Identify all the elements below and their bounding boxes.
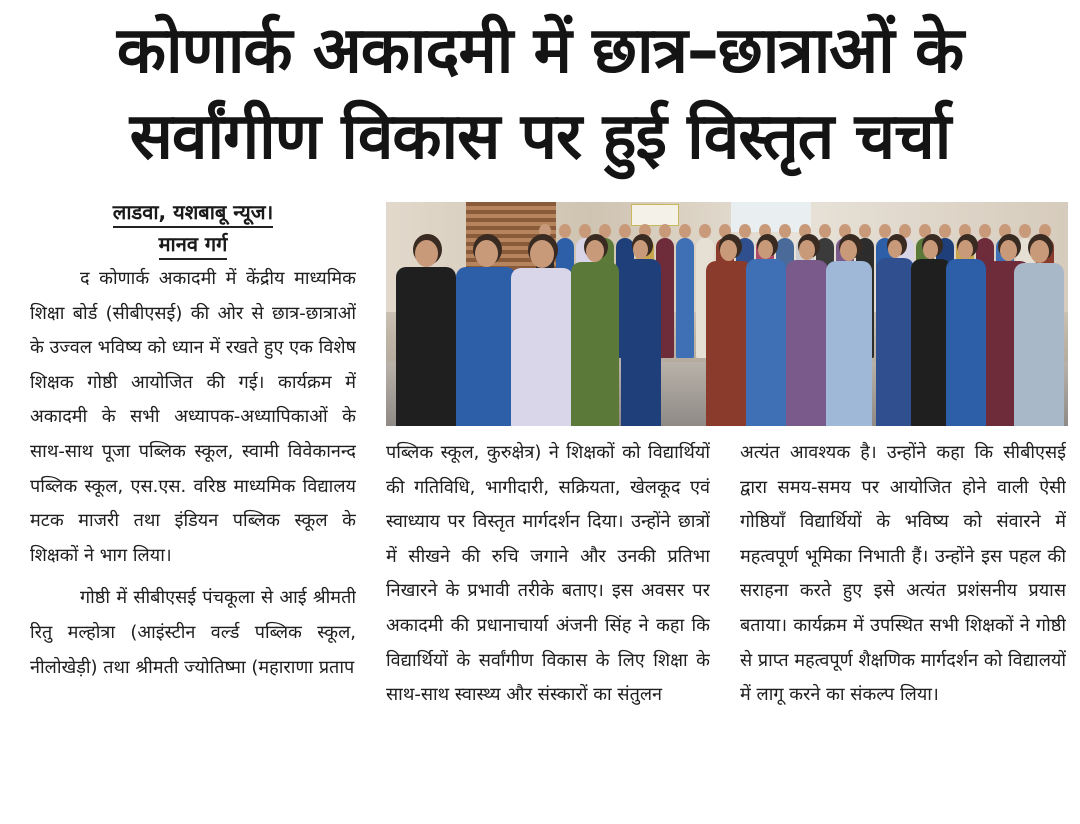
- article-column-3: [740, 436, 1066, 824]
- paragraph: द कोणार्क अकादमी में केंद्रीय माध्यमिक शिक्षा बोर्ड (सीबीएसई) की ओर से छात्र-छात्राओं के उज्वल भविष्य को ध्यान में रखते हुए एक विशेष शिक्षक गोष्ठी आयोजित की गई। कार्यक्रम में अकादमी के सभी अध्यापक-अध्यापिकाओं के साथ-साथ पूजा पब्लिक स्कूल, स्वामी विवेकानन्द पब्लिक स्कूल, एस.एस. वरिष्ठ माध्यमिक विद्यालय मटक माजरी तथा इंडियन पब्लिक स्कूल के शिक्षकों ने भाग लिया।: [30, 268, 356, 566]
- dateline: लाडवा, यशबाबू न्यूज।: [113, 198, 273, 228]
- paragraph: पब्लिक स्कूल, कुरुक्षेत्र) ने शिक्षकों को विद्यार्थियों की गतिविधि, भागीदारी, सक्रियता, खेलकूद एवं स्वाध्याय पर विस्तृत मार्गदर्शन दिया। उन्होंने छात्रों में सीखने की रुचि जगाने और उनकी प्रतिभा निखारने के प्रभावी तरीके बताए। इस अवसर पर अकादमी की प्रधानाचार्या अंजनी सिंह ने कहा कि विद्यार्थियों के सर्वांगीण विकास के लिए शिक्षा के साथ-साथ स्वास्थ्य और संस्कारों का संतुलन: [386, 442, 710, 706]
- paragraph: गोष्ठी में सीबीएसई पंचकूला से आई श्रीमती रितु मल्होत्रा (आइंस्टीन वर्ल्ड पब्लिक स्कूल, नीलोखेड़ी) तथा श्रीमती ज्योतिष्मा (महाराणा प्रताप: [30, 587, 356, 678]
- headline: [18, 8, 1062, 180]
- article-column-2: [386, 436, 710, 824]
- headline-line-2: सर्वांगीण विकास पर हुई विस्तृत चर्चा: [129, 100, 951, 174]
- article-column-1: [30, 262, 356, 824]
- photo-banner: [631, 204, 679, 226]
- byline: [28, 196, 358, 260]
- author-name: मानव गर्ग: [159, 230, 228, 260]
- paragraph: अत्यंत आवश्यक है। उन्होंने कहा कि सीबीएसई द्वारा समय-समय पर आयोजित होने वाली ऐसी गोष्ठियाँ विद्यार्थियों के भविष्य को संवारने में महत्वपूर्ण भूमिका निभाती हैं। उन्होंने इस पहल की सराहना करते हुए इसे अत्यंत प्रशंसनीय प्रयास बताया। कार्यक्रम में उपस्थित सभी शिक्षकों ने गोष्ठी से प्राप्त महत्वपूर्ण शैक्षणिक मार्गदर्शन को विद्यालयों में लागू करने का संकल्प लिया।: [740, 442, 1066, 706]
- group-photo: [386, 202, 1068, 426]
- headline-line-1: कोणार्क अकादमी में छात्र–छात्राओं के: [116, 14, 964, 88]
